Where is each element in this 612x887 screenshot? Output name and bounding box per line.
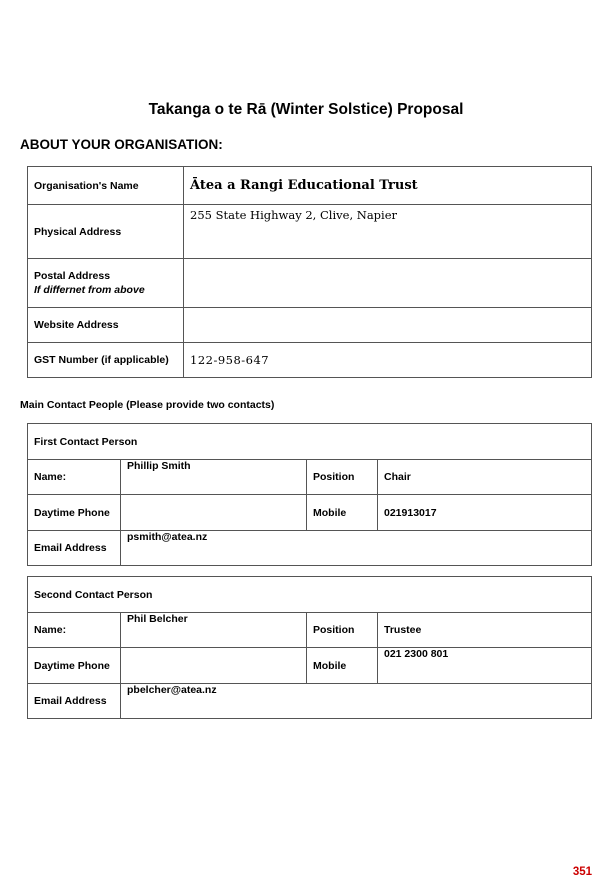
postal-address-field[interactable]	[184, 259, 592, 308]
first-contact-position-label: Position	[307, 460, 378, 495]
website-label: Website Address	[28, 308, 184, 343]
gst-field[interactable]: 122-958-647	[184, 343, 592, 378]
first-contact-email-field[interactable]: psmith@atea.nz	[121, 531, 592, 566]
first-contact-header-row	[28, 424, 592, 460]
second-contact-header-row	[28, 577, 592, 613]
gst-row	[28, 343, 592, 378]
physical-address-label: Physical Address	[28, 205, 184, 259]
gst-label: GST Number (if applicable)	[28, 343, 184, 378]
second-contact-phone-field[interactable]	[121, 648, 307, 684]
physical-address-row	[28, 205, 592, 259]
org-name-row	[28, 167, 592, 205]
second-contact-header: Second Contact Person	[28, 577, 592, 613]
second-contact-phone-label: Daytime Phone	[28, 648, 121, 684]
second-contact-position-label: Position	[307, 613, 378, 648]
second-contact-name-label: Name:	[28, 613, 121, 648]
first-contact-position-field[interactable]: Chair	[378, 460, 592, 495]
second-contact-email-label: Email Address	[28, 684, 121, 719]
first-contact-mobile-field[interactable]: 021913017	[378, 495, 592, 531]
postal-address-label-cell	[28, 259, 184, 308]
first-contact-table	[27, 423, 592, 566]
second-contact-mobile-field[interactable]: 021 2300 801	[378, 648, 592, 684]
first-contact-phone-field[interactable]	[121, 495, 307, 531]
physical-address-field[interactable]: 255 State Highway 2, Clive, Napier	[184, 205, 592, 259]
second-contact-email-row	[28, 684, 592, 719]
second-contact-email-field[interactable]: pbelcher@atea.nz	[121, 684, 592, 719]
postal-address-label: Postal Address	[34, 270, 111, 282]
postal-address-row	[28, 259, 592, 308]
document-title: Takanga o te Rā (Winter Solstice) Proposal	[148, 101, 464, 118]
first-contact-name-label: Name:	[28, 460, 121, 495]
website-row	[28, 308, 592, 343]
first-contact-email-label: Email Address	[28, 531, 121, 566]
org-name-field[interactable]: Ātea a Rangi Educational Trust	[184, 167, 592, 205]
first-contact-mobile-label: Mobile	[307, 495, 378, 531]
first-contact-email-row	[28, 531, 592, 566]
second-contact-mobile-label: Mobile	[307, 648, 378, 684]
organisation-table	[27, 166, 592, 378]
postal-address-sublabel: If differnet from above	[34, 284, 145, 296]
first-contact-name-row	[28, 460, 592, 495]
second-contact-name-row	[28, 613, 592, 648]
first-contact-name-field[interactable]: Phillip Smith	[121, 460, 307, 495]
second-contact-name-field[interactable]: Phil Belcher	[121, 613, 307, 648]
first-contact-phone-label: Daytime Phone	[28, 495, 121, 531]
section-heading: ABOUT YOUR ORGANISATION:	[20, 137, 223, 152]
first-contact-header: First Contact Person	[28, 424, 592, 460]
page-number: 351	[572, 866, 592, 878]
org-name-label: Organisation's Name	[28, 167, 184, 205]
second-contact-phone-row	[28, 648, 592, 684]
first-contact-phone-row	[28, 495, 592, 531]
contacts-heading: Main Contact People (Please provide two contacts)	[20, 399, 275, 411]
second-contact-table	[27, 576, 592, 719]
second-contact-position-field[interactable]: Trustee	[378, 613, 592, 648]
website-field[interactable]	[184, 308, 592, 343]
